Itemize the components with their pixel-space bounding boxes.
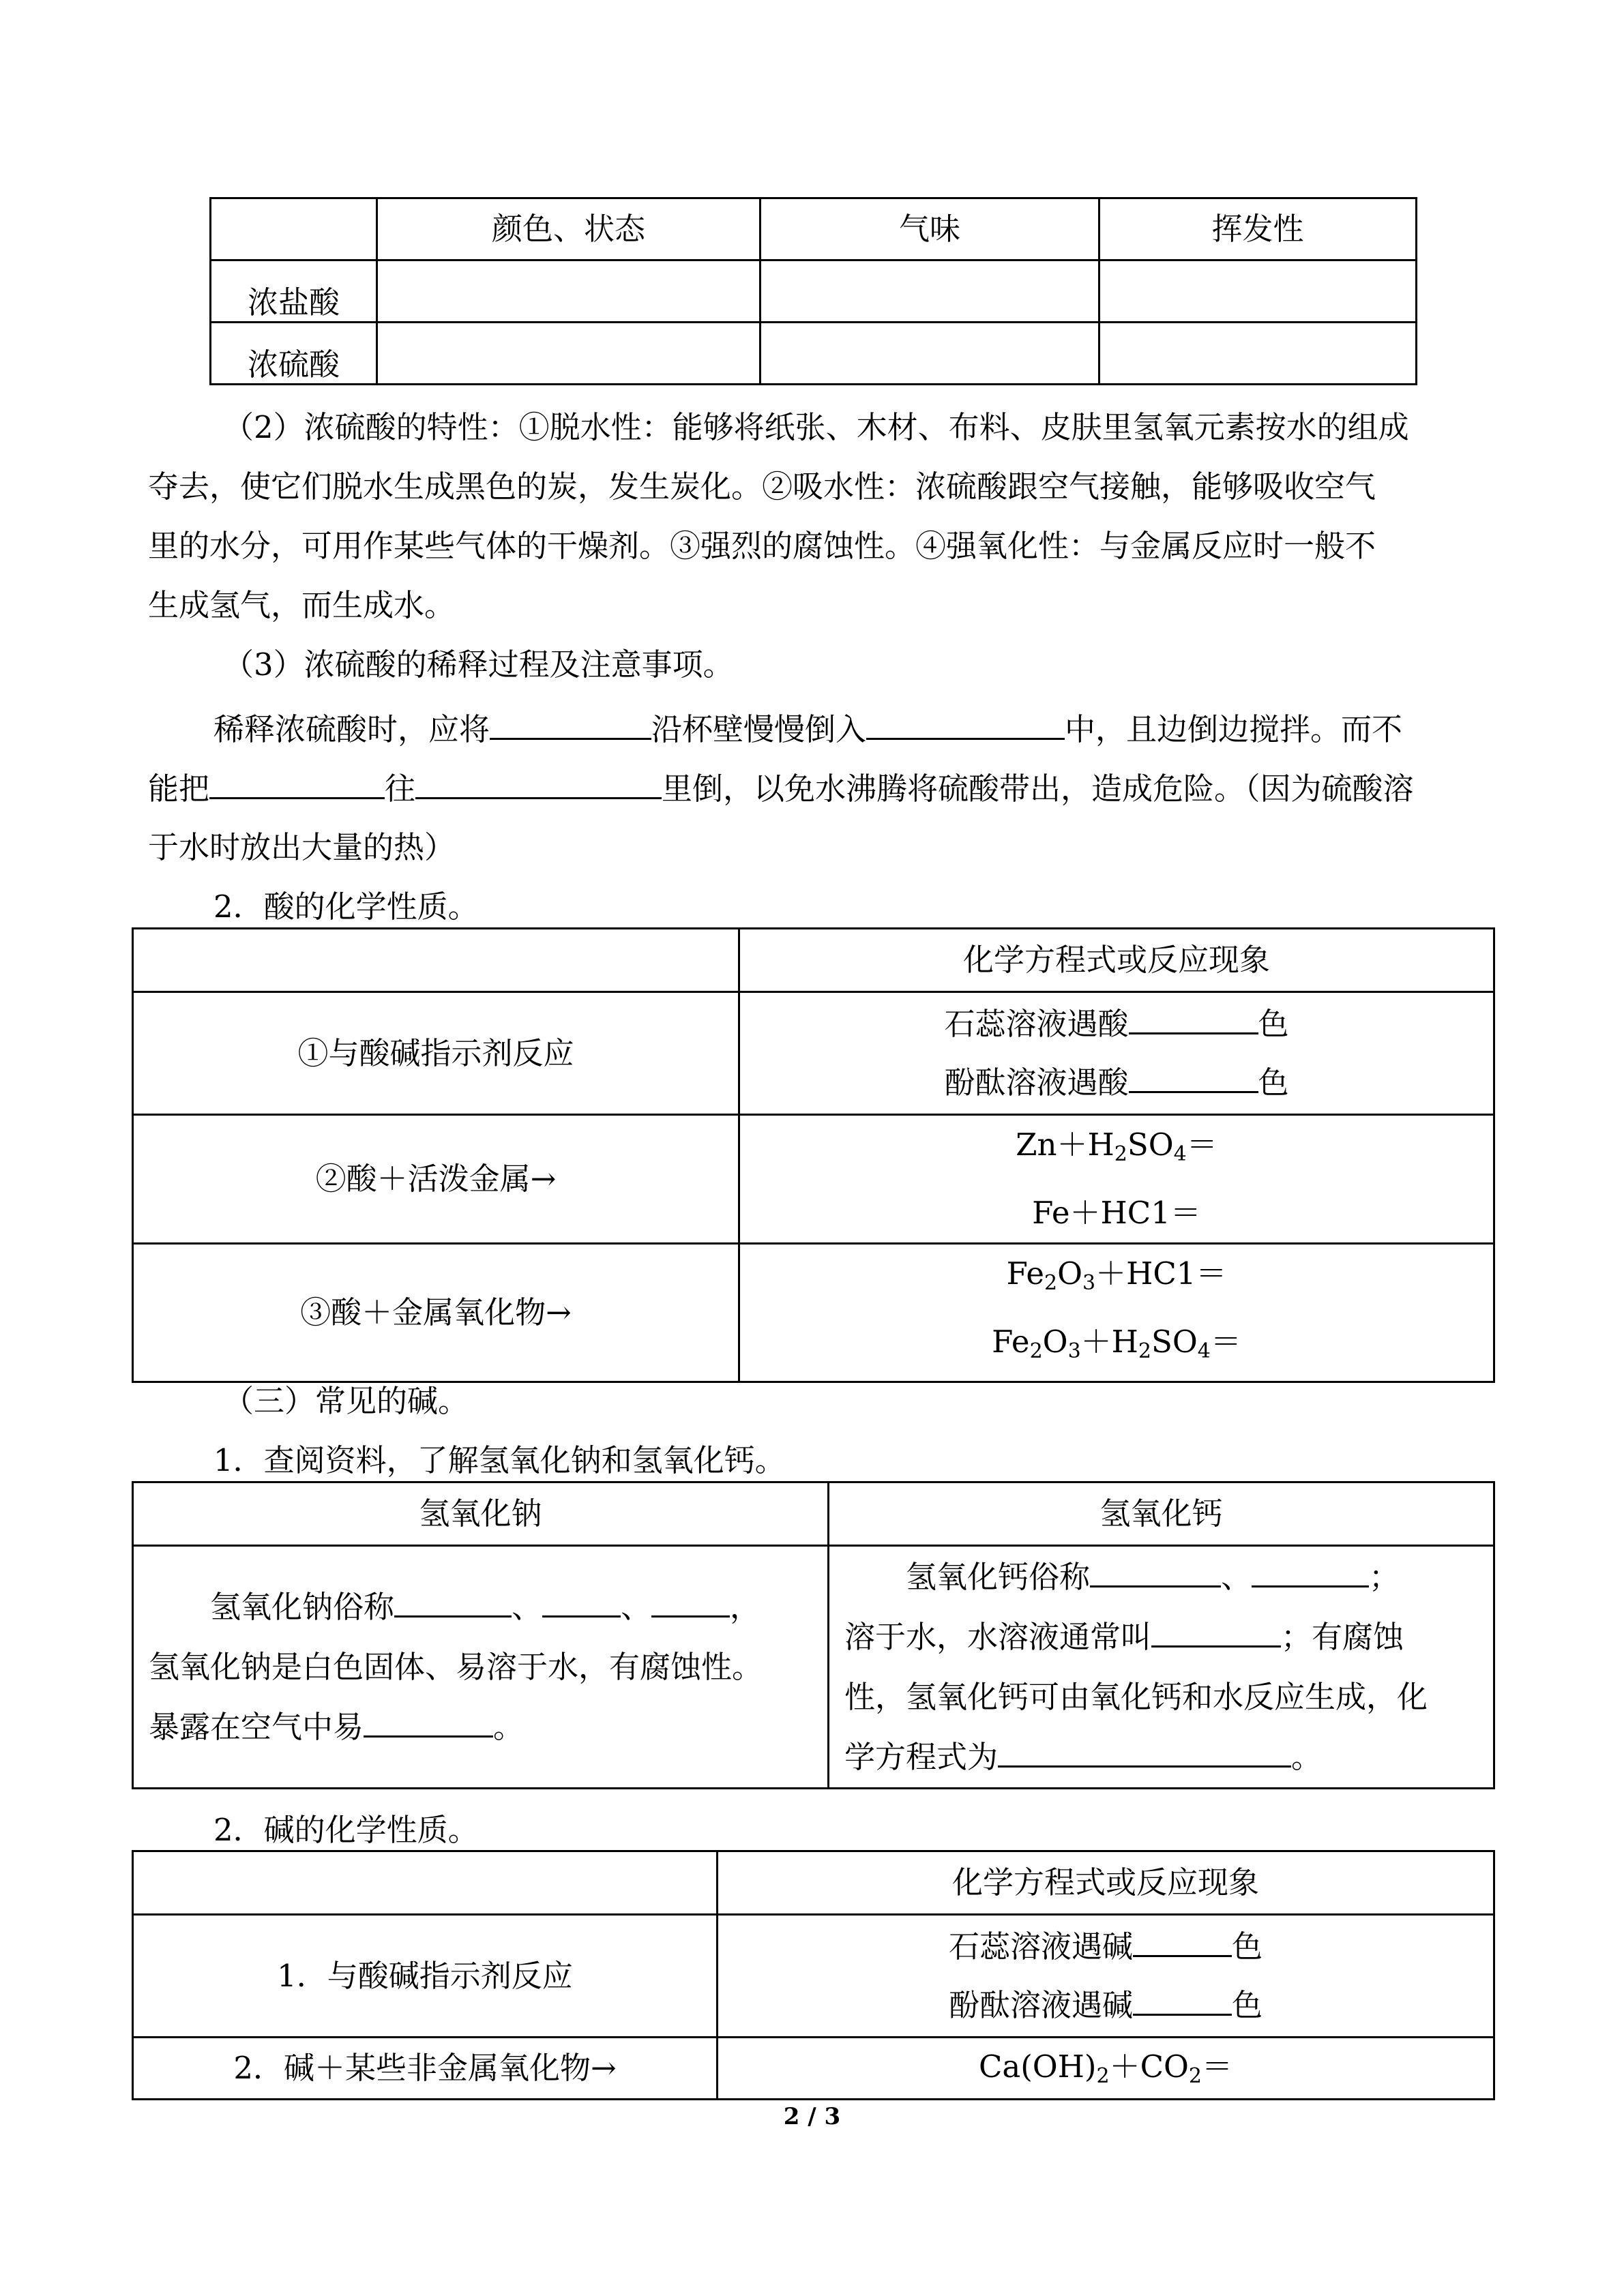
para2-line3: 里的水分，可用作某些气体的干燥剂。③强烈的腐蚀性。④强氧化性：与金属反应时一般不 [148,528,1376,564]
base-heading2: 2．碱的化学性质。 [213,1812,479,1848]
table-row-label: ①与酸碱指示剂反应 [133,992,739,1115]
table-header-cell [133,929,739,992]
para3-line3: 于水时放出大量的热） [148,829,456,865]
fill-blank[interactable] [209,767,385,799]
table-header-cell: 化学方程式或反应现象 [718,1851,1494,1915]
para3-line1: 稀释浓硫酸时，应将 沿杯壁慢慢倒入 中，且边倒边搅拌。而不 [213,701,1402,758]
acid-chemical-table [132,927,1495,1383]
table-cell[interactable] [377,260,761,323]
table-header-cell [133,1851,718,1915]
table-header-cell: 氢氧化钙 [829,1482,1494,1546]
table-cell[interactable] [761,323,1099,385]
table-cell: $Ca(OH)_2+CO_2=$ [718,2038,1494,2100]
caoh-cell: 氢氧化钙俗称 、 ； 溶于水，水溶液通常叫 ；有腐蚀 性，氢氧化钙可由氧化钙和水反应生成，化 学方程式为 。 [829,1546,1494,1789]
table-cell: 石蕊溶液遇碱 色 酚酞溶液遇碱 色 [718,1915,1494,2038]
base-info-table [132,1481,1495,1789]
para3-line2: 能把 往 里倒，以免水沸腾将硫酸带出，造成危险。（因为硫酸溶 [148,760,1414,817]
table-header-cell: 化学方程式或反应现象 [739,929,1494,992]
fill-blank[interactable] [1090,1555,1221,1587]
page-number: 2 / 3 [783,2103,841,2130]
fill-blank[interactable] [651,1585,730,1617]
fill-blank[interactable] [1129,1002,1258,1034]
table-header-cell: 颜色、状态 [377,198,761,260]
table-cell[interactable] [1099,260,1417,323]
table-row-label: 1．与酸碱指示剂反应 [133,1915,718,2038]
para2-line4: 生成氢气，而生成水。 [148,587,456,623]
fill-blank[interactable] [394,1585,512,1617]
fill-blank[interactable] [490,708,651,740]
table-header-cell: 挥发性 [1099,198,1417,260]
table-row-label: ②酸＋活泼金属→ [133,1115,739,1244]
para2-line1: （2）浓硫酸的特性：①脱水性：能够将纸张、木材、布料、皮肤里氢氧元素按水的组成 [223,409,1409,445]
table-cell[interactable] [1099,323,1417,385]
table-row-label: 浓盐酸 [211,260,377,323]
fill-blank[interactable] [998,1735,1291,1768]
table-cell: 石蕊溶液遇酸 色 酚酞溶液遇酸 色 [739,992,1494,1115]
table-row-label: ③酸＋金属氧化物→ [133,1244,739,1382]
para2-line2: 夺去，使它们脱水生成黑色的炭，发生炭化。②吸水性：浓硫酸跟空气接触，能够吸收空气 [148,468,1376,505]
base-chemical-table [132,1850,1495,2100]
acid-heading: 2．酸的化学性质。 [213,889,479,925]
table-cell: $Fe_2O_3+HC1=$ $Fe_2O_3+H_2SO_4=$ [739,1244,1494,1382]
acid-physical-table [209,197,1417,385]
fill-blank[interactable] [1133,1984,1232,2016]
table-header-cell [211,198,377,260]
para3-heading: （3）浓硫酸的稀释过程及注意事项。 [223,646,734,683]
table-cell[interactable] [377,323,761,385]
fill-blank[interactable] [1129,1061,1258,1093]
table-row-label: 2．碱＋某些非金属氧化物→ [133,2038,718,2100]
base-heading1: 1．查阅资料，了解氢氧化钠和氢氧化钙。 [213,1442,786,1478]
naoh-cell: 氢氧化钠俗称 、 、 ， 氢氧化钠是白色固体、易溶于水，有腐蚀性。 暴露在空气中易 。 [133,1546,829,1789]
fill-blank[interactable] [1151,1615,1281,1648]
fill-blank[interactable] [542,1585,621,1617]
table-header-cell: 气味 [761,198,1099,260]
table-cell: $Zn+H_2SO_4=$ Fe＋HC1＝ [739,1115,1494,1244]
fill-blank[interactable] [415,767,662,799]
fill-blank[interactable] [1252,1555,1369,1587]
table-row-label: 浓硫酸 [211,323,377,385]
table-header-cell: 氢氧化钠 [133,1482,829,1546]
fill-blank[interactable] [1133,1925,1232,1957]
table-cell[interactable] [761,260,1099,323]
fill-blank[interactable] [866,708,1065,740]
base-section-heading: （三）常见的碱。 [223,1383,469,1419]
fill-blank[interactable] [364,1705,493,1738]
